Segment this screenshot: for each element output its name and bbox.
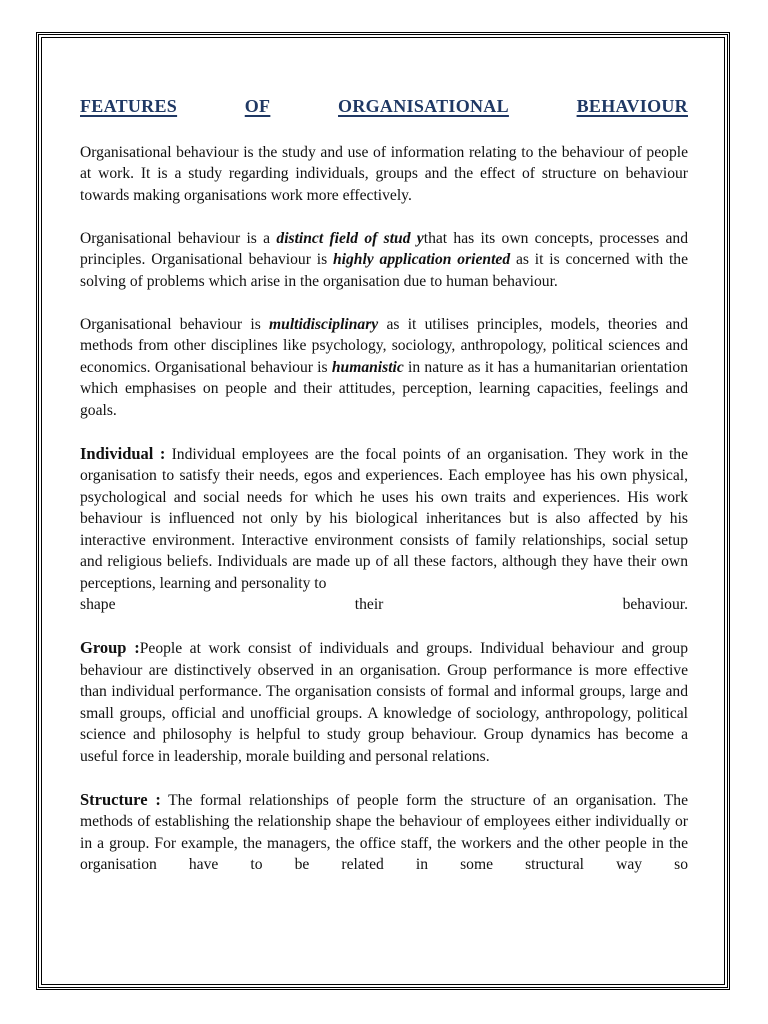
document-title: [80, 96, 688, 118]
individual-paragraph: [80, 443, 688, 595]
individual-heading: Individual :: [80, 443, 166, 463]
emphasis-humanistic: humanistic: [331, 358, 404, 376]
text-run: as it utilises principles, models, theories and methods from other disciplines like psychology, sociology, anthropology, political sciences and economics. Organisational behaviour is: [80, 315, 688, 376]
text-run: in nature as it has a humanitarian orientation which emphasises on people and their attitudes, perception, learning capacities, feelings and goals.: [80, 358, 689, 419]
title-word: FEATURES: [80, 96, 178, 116]
text-run: Organisational behaviour is a: [80, 229, 277, 247]
multidisciplinary-paragraph: [80, 314, 688, 422]
intro-paragraph: [80, 142, 688, 207]
text-run: that has its own concepts, processes and principles. Organisational behaviour is: [80, 229, 688, 268]
text-run: as it is concerned with the solving of problems which arise in the organisation due to human behaviour.: [80, 251, 688, 290]
title-word: ORGANISATIONAL: [338, 96, 509, 116]
group-text: People at work consist of individuals and groups. Individual behaviour and group behaviour are distinctively observed in an organisation. Group performance is more effective than individual performance. The organisation consists of formal and informal groups, large and small groups, official and unofficial groups. A knowledge of sociology, anthropology, political science and philosophy is helpful to study group behaviour. Group dynamics has become a useful force in leadership, morale building and personal relations.: [80, 640, 688, 765]
emphasis-application-oriented: highly application oriented: [332, 251, 511, 268]
structure-heading: Structure :: [80, 789, 161, 809]
title-word: BEHAVIOUR: [576, 96, 688, 116]
structure-text: The formal relationships of people form the structure of an organisation. The methods of establishing the relationship shape the behaviour of employees either individually or in a group. For example, the managers, the office staff, the workers and the other people in the organisation have to be related in some structural way so: [80, 791, 688, 873]
individual-last-line: [80, 594, 688, 616]
individual-text: Individual employees are the focal points of an organisation. They work in the organisation to satisfy their needs, egos and experiences. Each employee has his own physical, psychological and social needs for which he uses his own traits and experiences. His work behaviour is influenced not only by his biological inheritances but is also affected by his interactive environment. Interactive environment consists of family relationships, social setup and religious beliefs. Individuals are made up of all these factors, although they have their own perceptions, learning and personality to: [80, 445, 688, 592]
document-body: [80, 96, 688, 897]
structure-paragraph: [80, 789, 688, 876]
intro-text: Organisational behaviour is the study and use of information relating to the behaviour of people at work. It is a study regarding individuals, groups and the effect of structure on behaviour towards making organisations work more effectively.: [80, 143, 688, 204]
field-of-study-paragraph: [80, 228, 688, 293]
text-run: behaviour.: [622, 596, 688, 613]
text-run: shape: [80, 596, 116, 613]
text-run: their: [354, 596, 384, 613]
group-heading: Group :: [80, 638, 140, 657]
emphasis-multidisciplinary: multidisciplinary: [269, 315, 379, 333]
group-paragraph: [80, 637, 688, 767]
emphasis-distinct-field: distinct field of stud y: [276, 229, 424, 247]
title-word: OF: [244, 96, 271, 116]
text-run: Organisational behaviour is: [80, 315, 270, 333]
